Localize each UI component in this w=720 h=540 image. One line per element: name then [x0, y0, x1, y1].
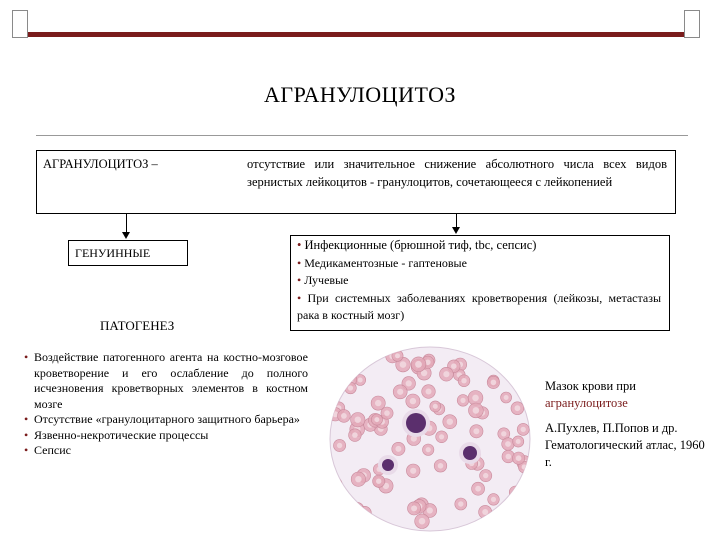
cause-item: • Лучевые	[297, 273, 349, 287]
red-blood-cell-center	[506, 454, 512, 460]
red-blood-cell	[350, 502, 364, 516]
red-blood-cell	[501, 363, 514, 376]
red-blood-cell-center	[337, 443, 342, 448]
red-blood-cell-center	[482, 509, 488, 515]
connector-left	[126, 214, 127, 233]
red-blood-cell-center	[502, 515, 508, 521]
connector-right	[456, 214, 457, 228]
red-blood-cell-center	[433, 404, 438, 409]
definition-text: отсутствие или значительное снижение абсолютного числа всех видов зернистых лейкоцитов - гранулоцитов, сочетающееся с лейкопенией	[247, 157, 667, 189]
red-blood-cell-center	[355, 417, 361, 423]
blood-smear-image	[328, 345, 532, 533]
red-blood-cell-center	[473, 428, 479, 434]
red-blood-cell-center	[472, 395, 479, 402]
red-blood-cell-center	[501, 431, 506, 436]
red-blood-cell-center	[348, 385, 353, 390]
red-blood-cell-center	[340, 513, 347, 520]
red-blood-cell-center	[410, 398, 416, 404]
arrow-left	[122, 232, 130, 239]
red-blood-cell-center	[461, 378, 466, 383]
cause-item: • При системных заболеваниях кроветворения (лейкозы, метастазы рака в костный мозг)	[297, 290, 662, 322]
red-blood-cell-center	[439, 434, 444, 439]
pathogenesis-list	[24, 350, 308, 459]
red-blood-cell	[343, 508, 355, 520]
red-blood-cell-center	[426, 389, 432, 395]
red-blood-cell-center	[521, 427, 526, 432]
red-blood-cell-center	[491, 380, 497, 386]
red-blood-cell-center	[400, 361, 407, 368]
red-blood-cell	[343, 348, 356, 361]
red-blood-cell-center	[395, 353, 400, 358]
red-blood-cell-center	[376, 479, 381, 484]
red-blood-cell-center	[358, 378, 363, 383]
definition-term: АГРАНУЛОЦИТОЗ –	[43, 157, 158, 171]
red-blood-cell-center	[516, 439, 521, 444]
red-blood-cell-center	[438, 463, 444, 469]
red-blood-cell-center	[347, 377, 353, 383]
red-blood-cell-center	[516, 455, 522, 461]
red-blood-cell-center	[515, 405, 521, 411]
cell-nucleus	[463, 446, 477, 460]
red-blood-cell-center	[355, 476, 361, 482]
red-blood-cell-center	[347, 511, 352, 516]
red-blood-cell-center	[384, 410, 390, 416]
red-blood-cell-center	[458, 501, 463, 506]
smear-caption: Мазок крови при агранулоцитозе	[545, 379, 636, 410]
cause-item: • Инфекционные (брюшной тиф, tbc, сепсис)	[297, 238, 537, 252]
cell-nucleus	[382, 459, 394, 471]
decorative-square-right	[684, 10, 700, 38]
red-blood-cell-center	[517, 511, 523, 517]
red-blood-cell-center	[419, 518, 426, 525]
red-blood-cell-center	[426, 447, 431, 452]
pathogenesis-item: • Сепсис	[24, 443, 71, 457]
source-reference: А.Пухлев, П.Попов и др. Гематологический атлас, 1960 г.	[545, 421, 705, 469]
red-blood-cell-center	[354, 506, 360, 512]
red-blood-cell-center	[491, 497, 496, 502]
red-blood-cell-center	[347, 360, 352, 365]
cell-nucleus	[406, 413, 426, 433]
red-blood-cell	[336, 509, 351, 524]
red-blood-cell	[513, 507, 527, 521]
red-blood-cell	[498, 512, 511, 525]
red-blood-cell	[342, 499, 355, 512]
red-blood-cell-center	[375, 400, 381, 406]
red-blood-cell	[358, 506, 371, 519]
cause-item: • Медикаментозные - гаптеновые	[297, 255, 467, 270]
red-blood-cell-center	[411, 505, 417, 511]
red-blood-cell-center	[475, 486, 481, 492]
red-blood-cell-center	[504, 367, 510, 373]
slide-title: АГРАНУЛОЦИТОЗ	[263, 82, 457, 107]
red-blood-cell-center	[447, 419, 453, 425]
red-blood-cell-center	[460, 398, 465, 403]
red-blood-cell	[509, 486, 522, 499]
red-blood-cell-center	[341, 413, 347, 419]
definition-box	[36, 150, 676, 214]
red-blood-cell-center	[513, 490, 519, 496]
red-blood-cell-center	[443, 371, 449, 377]
red-blood-cell	[344, 357, 356, 369]
red-blood-cell-center	[346, 503, 352, 509]
pathogenesis-item: • Отсутствие «гранулоцитарного защитного барьера»	[24, 412, 300, 426]
red-blood-cell-center	[427, 507, 433, 513]
red-blood-cell-center	[362, 510, 368, 516]
red-blood-cell-center	[415, 361, 422, 368]
red-blood-cell-center	[504, 395, 509, 400]
red-blood-cell-center	[473, 407, 480, 414]
red-blood-cell-center	[451, 363, 457, 369]
red-blood-cell-center	[352, 432, 358, 438]
pathogenesis-item: • Язвенно-некротические процессы	[24, 427, 209, 442]
causes-box	[290, 235, 670, 331]
pathogenesis-item: • Воздействие патогенного агента на костно-мозговое кроветворение и его ослабление до полного исчезновения кроветворных элементов в костном мозге	[24, 350, 308, 411]
red-blood-cell-center	[483, 473, 488, 478]
red-blood-cell-center	[406, 380, 412, 386]
red-blood-cell-center	[505, 441, 511, 447]
title-underline	[36, 135, 688, 136]
decorative-square-left	[12, 10, 28, 38]
arrow-right	[452, 227, 460, 234]
red-blood-cell-center	[410, 468, 416, 474]
pathogenesis-title: ПАТОГЕНЕЗ	[100, 318, 175, 333]
red-blood-cell-center	[347, 352, 353, 358]
red-blood-cell-center	[374, 417, 379, 422]
red-blood-cell-center	[333, 481, 339, 487]
genuine-box: ГЕНУИННЫЕ	[68, 240, 188, 266]
decorative-bar	[28, 32, 684, 37]
red-blood-cell-center	[395, 446, 401, 452]
red-blood-cell-center	[397, 389, 403, 395]
